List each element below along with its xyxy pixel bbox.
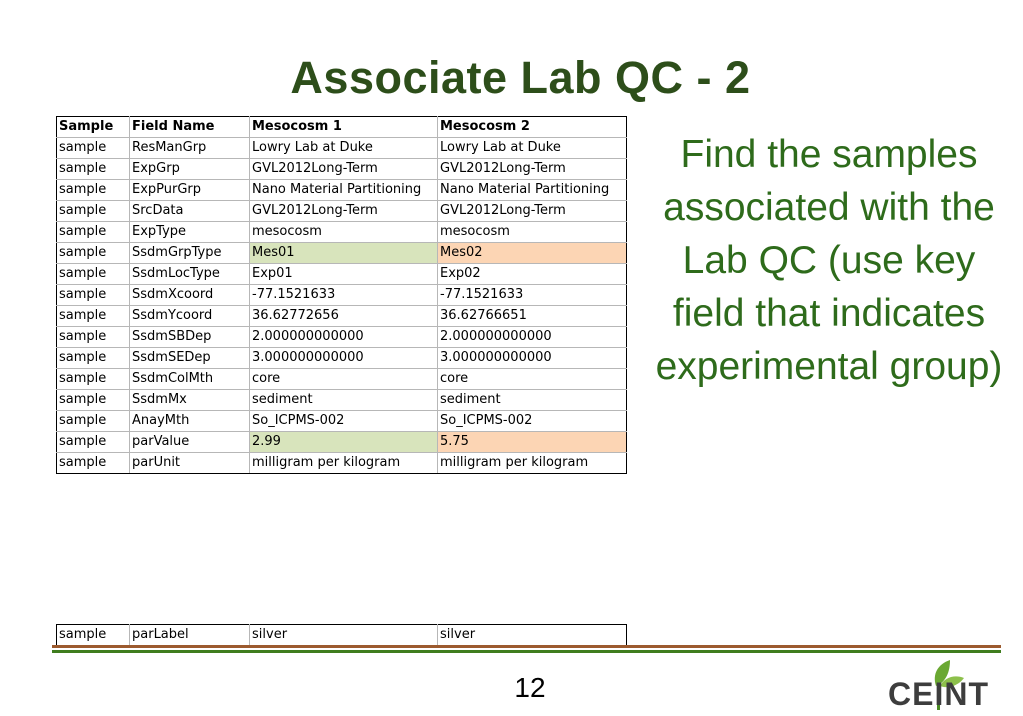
- header-field-name: Field Name: [130, 117, 250, 138]
- cell-field-name: SsdmGrpType: [130, 243, 250, 264]
- cell-mesocosm-1: Nano Material Partitioning: [250, 180, 438, 201]
- cell-mesocosm-1: Mes01: [250, 243, 438, 264]
- cell-mesocosm-2: mesocosm: [438, 222, 627, 243]
- table-row: [57, 306, 627, 327]
- cell-sample: sample: [57, 327, 130, 348]
- cell-mesocosm-1: 36.62772656: [250, 306, 438, 327]
- cell-sample: sample: [57, 390, 130, 411]
- instruction-text: Find the samples associated with the Lab QC (use key field that indicates experimental group): [655, 133, 1003, 388]
- logo-text: CEINT: [888, 676, 989, 712]
- table-row: [57, 243, 627, 264]
- cell-mesocosm-1: Lowry Lab at Duke: [250, 138, 438, 159]
- cell-sample: sample: [57, 432, 130, 453]
- ceint-logo: [888, 656, 1000, 712]
- cell-field-name: ExpType: [130, 222, 250, 243]
- header-mesocosm-2: Mesocosm 2: [438, 117, 627, 138]
- table-row: [57, 264, 627, 285]
- table-row: [57, 222, 627, 243]
- cell-mesocosm-2: Exp02: [438, 264, 627, 285]
- cell-sample: sample: [57, 348, 130, 369]
- cell-sample: sample: [57, 159, 130, 180]
- cell-field-name: parUnit: [130, 453, 250, 474]
- table-row: [57, 285, 627, 306]
- table-row: [57, 201, 627, 222]
- cell-mesocosm-2: silver: [438, 625, 627, 646]
- footer-rule-brown: [52, 645, 1001, 648]
- cell-mesocosm-1: sediment: [250, 390, 438, 411]
- cell-mesocosm-2: sediment: [438, 390, 627, 411]
- cell-field-name: SsdmMx: [130, 390, 250, 411]
- cell-mesocosm-1: -77.1521633: [250, 285, 438, 306]
- table-row: [57, 159, 627, 180]
- cell-mesocosm-2: 36.62766651: [438, 306, 627, 327]
- cell-sample: sample: [57, 411, 130, 432]
- cell-mesocosm-2: GVL2012Long-Term: [438, 159, 627, 180]
- cell-mesocosm-1: 3.000000000000: [250, 348, 438, 369]
- cell-sample: sample: [57, 222, 130, 243]
- table-row: [57, 180, 627, 201]
- cell-sample: sample: [57, 180, 130, 201]
- cell-field-name: SsdmSEDep: [130, 348, 250, 369]
- header-sample: Sample: [57, 117, 130, 138]
- table-row: [57, 369, 627, 390]
- cell-mesocosm-1: 2.000000000000: [250, 327, 438, 348]
- cell-mesocosm-2: 2.000000000000: [438, 327, 627, 348]
- table-row: [57, 327, 627, 348]
- page-number: 12: [514, 672, 546, 703]
- cell-field-name: AnayMth: [130, 411, 250, 432]
- cell-mesocosm-2: Nano Material Partitioning: [438, 180, 627, 201]
- cell-sample: sample: [57, 369, 130, 390]
- cell-mesocosm-2: -77.1521633: [438, 285, 627, 306]
- cell-mesocosm-1: GVL2012Long-Term: [250, 159, 438, 180]
- table-row: [57, 411, 627, 432]
- cell-sample: sample: [57, 243, 130, 264]
- cell-mesocosm-1: Exp01: [250, 264, 438, 285]
- cell-mesocosm-1: milligram per kilogram: [250, 453, 438, 474]
- footer-rule-green: [52, 650, 1001, 653]
- cell-sample: sample: [57, 285, 130, 306]
- cell-field-name: parValue: [130, 432, 250, 453]
- cell-mesocosm-2: Mes02: [438, 243, 627, 264]
- cell-field-name: ResManGrp: [130, 138, 250, 159]
- cell-mesocosm-2: GVL2012Long-Term: [438, 201, 627, 222]
- cell-mesocosm-1: silver: [250, 625, 438, 646]
- cell-field-name: parLabel: [130, 625, 250, 646]
- cell-sample: sample: [57, 625, 130, 646]
- header-mesocosm-1: Mesocosm 1: [250, 117, 438, 138]
- table-row: [57, 390, 627, 411]
- table-row: [57, 138, 627, 159]
- table-row: [57, 625, 627, 646]
- cell-field-name: ExpGrp: [130, 159, 250, 180]
- cell-field-name: SsdmSBDep: [130, 327, 250, 348]
- cell-field-name: SsdmYcoord: [130, 306, 250, 327]
- table-header-row: [57, 117, 627, 138]
- cell-mesocosm-1: 2.99: [250, 432, 438, 453]
- lab-qc-table-bottom: [56, 624, 627, 646]
- cell-sample: sample: [57, 306, 130, 327]
- lab-qc-table: [56, 116, 627, 474]
- cell-field-name: SsdmLocType: [130, 264, 250, 285]
- cell-mesocosm-1: mesocosm: [250, 222, 438, 243]
- cell-field-name: SsdmXcoord: [130, 285, 250, 306]
- table-row: [57, 432, 627, 453]
- cell-field-name: ExpPurGrp: [130, 180, 250, 201]
- cell-mesocosm-2: So_ICPMS-002: [438, 411, 627, 432]
- cell-field-name: SrcData: [130, 201, 250, 222]
- cell-field-name: SsdmColMth: [130, 369, 250, 390]
- cell-sample: sample: [57, 138, 130, 159]
- cell-sample: sample: [57, 264, 130, 285]
- table-body: [57, 138, 627, 474]
- cell-mesocosm-2: core: [438, 369, 627, 390]
- table-row: [57, 348, 627, 369]
- cell-mesocosm-1: GVL2012Long-Term: [250, 201, 438, 222]
- cell-mesocosm-2: 3.000000000000: [438, 348, 627, 369]
- cell-mesocosm-2: 5.75: [438, 432, 627, 453]
- cell-mesocosm-2: milligram per kilogram: [438, 453, 627, 474]
- cell-sample: sample: [57, 453, 130, 474]
- cell-mesocosm-1: core: [250, 369, 438, 390]
- cell-mesocosm-2: Lowry Lab at Duke: [438, 138, 627, 159]
- cell-sample: sample: [57, 201, 130, 222]
- cell-mesocosm-1: So_ICPMS-002: [250, 411, 438, 432]
- slide-title: Associate Lab QC - 2: [290, 52, 751, 103]
- table-row: [57, 453, 627, 474]
